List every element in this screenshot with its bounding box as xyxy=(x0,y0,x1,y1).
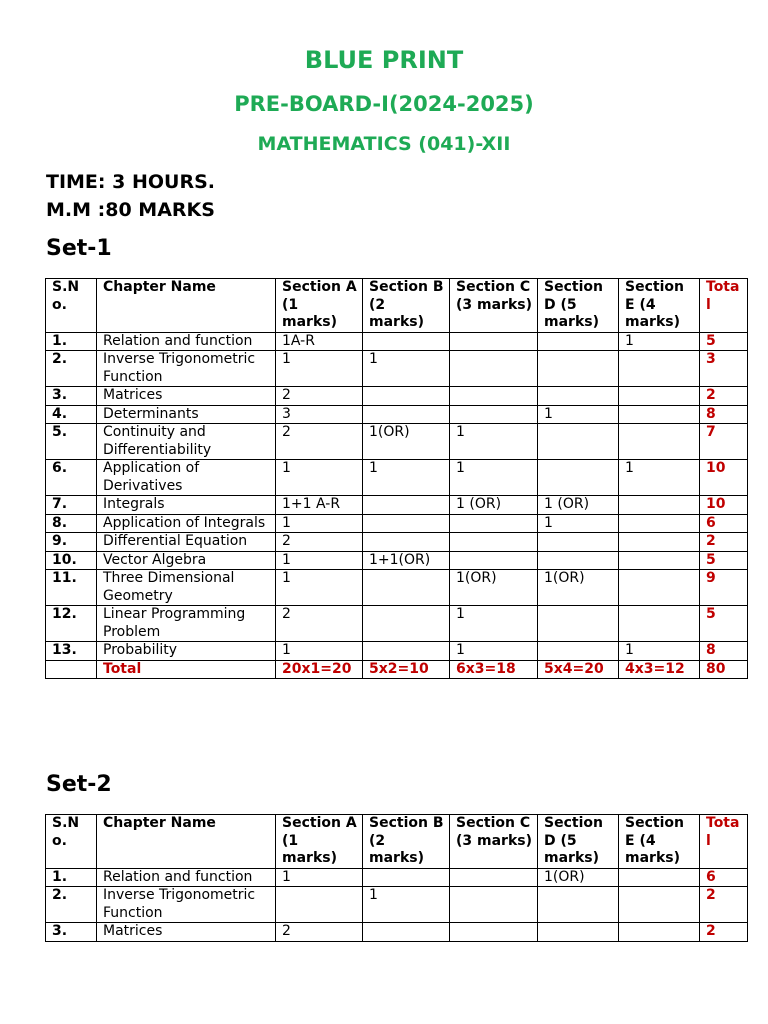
cell-chapter-name: Inverse Trigonometric Function xyxy=(97,351,276,387)
cell-section-d xyxy=(538,551,619,570)
cell-section-c xyxy=(450,533,538,552)
cell-section-d xyxy=(538,923,619,942)
table-row xyxy=(46,332,748,351)
table-row xyxy=(46,570,748,606)
header-section-d: Section D (5 marks) xyxy=(538,279,619,333)
table-row xyxy=(46,351,748,387)
header-section-d: Section D (5 marks) xyxy=(538,815,619,869)
cell-section-d xyxy=(538,424,619,460)
max-marks-label: M.M :80 MARKS xyxy=(46,199,215,221)
cell-sno: 1. xyxy=(46,868,97,887)
cell-section-c: 1(OR) xyxy=(450,570,538,606)
cell-totals-label: Total xyxy=(97,660,276,679)
cell-section-e xyxy=(619,533,700,552)
table-row xyxy=(46,496,748,515)
cell-section-b xyxy=(363,570,450,606)
cell-chapter-name: Determinants xyxy=(97,405,276,424)
cell-section-d xyxy=(538,387,619,406)
cell-total-section-b: 5x2=10 xyxy=(363,660,450,679)
cell-section-e xyxy=(619,496,700,515)
cell-section-c xyxy=(450,551,538,570)
cell-row-total: 5 xyxy=(700,551,748,570)
cell-sno: 2. xyxy=(46,351,97,387)
cell-section-c: 1 (OR) xyxy=(450,496,538,515)
cell-blank xyxy=(46,660,97,679)
cell-total-section-a: 20x1=20 xyxy=(276,660,363,679)
cell-chapter-name: Inverse Trigonometric Function xyxy=(97,887,276,923)
cell-chapter-name: Relation and function xyxy=(97,332,276,351)
header-section-c: Section C (3 marks) xyxy=(450,279,538,333)
cell-section-c: 1 xyxy=(450,642,538,661)
table-header-row xyxy=(46,279,748,333)
cell-section-a: 1 xyxy=(276,642,363,661)
table-row xyxy=(46,551,748,570)
cell-section-b xyxy=(363,923,450,942)
header-section-b: Section B (2 marks) xyxy=(363,815,450,869)
cell-section-b: 1(OR) xyxy=(363,424,450,460)
cell-section-b xyxy=(363,642,450,661)
header-section-a: Section A (1 marks) xyxy=(276,815,363,869)
cell-section-c: 1 xyxy=(450,460,538,496)
cell-section-c xyxy=(450,868,538,887)
cell-row-total: 6 xyxy=(700,868,748,887)
cell-row-total: 10 xyxy=(700,496,748,515)
cell-section-e xyxy=(619,387,700,406)
cell-section-b: 1 xyxy=(363,351,450,387)
cell-sno: 1. xyxy=(46,332,97,351)
header-section-a: Section A (1 marks) xyxy=(276,279,363,333)
cell-section-e: 1 xyxy=(619,332,700,351)
set-2-heading: Set-2 xyxy=(46,772,112,797)
cell-row-total: 9 xyxy=(700,570,748,606)
cell-section-b xyxy=(363,332,450,351)
table-row xyxy=(46,642,748,661)
set-1-table xyxy=(45,278,748,679)
cell-section-a: 3 xyxy=(276,405,363,424)
cell-section-e xyxy=(619,514,700,533)
cell-chapter-name: Probability xyxy=(97,642,276,661)
header-total: Total xyxy=(700,815,748,869)
header-total: Total xyxy=(700,279,748,333)
cell-section-c xyxy=(450,405,538,424)
cell-section-d: 1(OR) xyxy=(538,570,619,606)
table-row xyxy=(46,533,748,552)
cell-section-b: 1+1(OR) xyxy=(363,551,450,570)
cell-section-b xyxy=(363,405,450,424)
cell-chapter-name: Relation and function xyxy=(97,868,276,887)
cell-section-b xyxy=(363,514,450,533)
cell-section-d xyxy=(538,460,619,496)
cell-section-b xyxy=(363,533,450,552)
cell-sno: 2. xyxy=(46,887,97,923)
cell-row-total: 2 xyxy=(700,887,748,923)
cell-row-total: 6 xyxy=(700,514,748,533)
cell-section-e xyxy=(619,424,700,460)
cell-section-b: 1 xyxy=(363,460,450,496)
cell-sno: 11. xyxy=(46,570,97,606)
cell-section-c xyxy=(450,887,538,923)
cell-section-a: 2 xyxy=(276,923,363,942)
cell-section-c xyxy=(450,387,538,406)
cell-section-b xyxy=(363,868,450,887)
cell-section-a: 1 xyxy=(276,514,363,533)
cell-sno: 10. xyxy=(46,551,97,570)
cell-section-d xyxy=(538,533,619,552)
cell-section-a: 1+1 A-R xyxy=(276,496,363,515)
cell-row-total: 2 xyxy=(700,533,748,552)
cell-section-d: 1 xyxy=(538,405,619,424)
cell-section-c xyxy=(450,514,538,533)
cell-row-total: 7 xyxy=(700,424,748,460)
cell-total-section-c: 6x3=18 xyxy=(450,660,538,679)
cell-section-d xyxy=(538,606,619,642)
header-section-e: Section E (4 marks) xyxy=(619,815,700,869)
cell-section-a: 2 xyxy=(276,606,363,642)
cell-row-total: 3 xyxy=(700,351,748,387)
table-row xyxy=(46,424,748,460)
cell-chapter-name: Integrals xyxy=(97,496,276,515)
cell-sno: 9. xyxy=(46,533,97,552)
cell-chapter-name: Application of Derivatives xyxy=(97,460,276,496)
header-section-b: Section B (2 marks) xyxy=(363,279,450,333)
cell-section-a: 1 xyxy=(276,351,363,387)
cell-section-a: 2 xyxy=(276,387,363,406)
cell-section-b xyxy=(363,606,450,642)
cell-section-a xyxy=(276,887,363,923)
cell-section-d xyxy=(538,887,619,923)
cell-sno: 5. xyxy=(46,424,97,460)
cell-section-e: 1 xyxy=(619,460,700,496)
cell-section-b xyxy=(363,387,450,406)
table-row xyxy=(46,887,748,923)
table-row xyxy=(46,606,748,642)
cell-section-e xyxy=(619,923,700,942)
cell-section-a: 1 xyxy=(276,460,363,496)
cell-row-total: 2 xyxy=(700,923,748,942)
header-chapter: Chapter Name xyxy=(97,279,276,333)
cell-section-a: 1 xyxy=(276,551,363,570)
cell-chapter-name: Differential Equation xyxy=(97,533,276,552)
cell-section-e xyxy=(619,351,700,387)
cell-section-e xyxy=(619,868,700,887)
set-1-heading: Set-1 xyxy=(46,236,112,261)
cell-section-c: 1 xyxy=(450,606,538,642)
cell-section-d xyxy=(538,642,619,661)
cell-section-a: 1 xyxy=(276,868,363,887)
header-sno: S.No. xyxy=(46,279,97,333)
cell-section-c xyxy=(450,923,538,942)
table-row xyxy=(46,514,748,533)
document-title: BLUE PRINT xyxy=(304,46,464,74)
cell-section-d: 1 (OR) xyxy=(538,496,619,515)
cell-section-a: 2 xyxy=(276,533,363,552)
cell-section-c: 1 xyxy=(450,424,538,460)
cell-chapter-name: Matrices xyxy=(97,387,276,406)
cell-section-e: 1 xyxy=(619,642,700,661)
cell-row-total: 8 xyxy=(700,405,748,424)
cell-sno: 3. xyxy=(46,387,97,406)
cell-sno: 6. xyxy=(46,460,97,496)
cell-chapter-name: Matrices xyxy=(97,923,276,942)
cell-row-total: 10 xyxy=(700,460,748,496)
cell-sno: 4. xyxy=(46,405,97,424)
cell-chapter-name: Three Dimensional Geometry xyxy=(97,570,276,606)
cell-section-e xyxy=(619,887,700,923)
header-section-c: Section C (3 marks) xyxy=(450,815,538,869)
time-label: TIME: 3 HOURS. xyxy=(46,171,215,193)
cell-section-e xyxy=(619,551,700,570)
cell-sno: 3. xyxy=(46,923,97,942)
cell-total-section-d: 5x4=20 xyxy=(538,660,619,679)
cell-chapter-name: Linear Programming Problem xyxy=(97,606,276,642)
table-row xyxy=(46,405,748,424)
cell-row-total: 5 xyxy=(700,606,748,642)
header-chapter: Chapter Name xyxy=(97,815,276,869)
cell-chapter-name: Application of Integrals xyxy=(97,514,276,533)
cell-section-d: 1(OR) xyxy=(538,868,619,887)
cell-sno: 8. xyxy=(46,514,97,533)
cell-section-e xyxy=(619,570,700,606)
cell-section-d xyxy=(538,332,619,351)
cell-section-a: 1A-R xyxy=(276,332,363,351)
cell-section-c xyxy=(450,332,538,351)
header-sno: S.No. xyxy=(46,815,97,869)
cell-section-a: 1 xyxy=(276,570,363,606)
table-row xyxy=(46,387,748,406)
cell-section-b: 1 xyxy=(363,887,450,923)
set-2-table xyxy=(45,814,748,942)
cell-section-d xyxy=(538,351,619,387)
header-section-e: Section E (4 marks) xyxy=(619,279,700,333)
table-row xyxy=(46,460,748,496)
cell-sno: 7. xyxy=(46,496,97,515)
cell-section-d: 1 xyxy=(538,514,619,533)
table-row xyxy=(46,868,748,887)
cell-total-section-e: 4x3=12 xyxy=(619,660,700,679)
cell-row-total: 2 xyxy=(700,387,748,406)
totals-row xyxy=(46,660,748,679)
document-subtitle: PRE-BOARD-I(2024-2025) xyxy=(234,92,534,116)
cell-section-c xyxy=(450,351,538,387)
cell-section-e xyxy=(619,606,700,642)
table-header-row xyxy=(46,815,748,869)
table-row xyxy=(46,923,748,942)
cell-grand-total: 80 xyxy=(700,660,748,679)
cell-chapter-name: Continuity and Differentiability xyxy=(97,424,276,460)
subject-heading: MATHEMATICS (041)-XII xyxy=(257,133,511,155)
cell-section-b xyxy=(363,496,450,515)
cell-sno: 13. xyxy=(46,642,97,661)
cell-section-e xyxy=(619,405,700,424)
cell-section-a: 2 xyxy=(276,424,363,460)
cell-row-total: 8 xyxy=(700,642,748,661)
cell-chapter-name: Vector Algebra xyxy=(97,551,276,570)
cell-sno: 12. xyxy=(46,606,97,642)
cell-row-total: 5 xyxy=(700,332,748,351)
